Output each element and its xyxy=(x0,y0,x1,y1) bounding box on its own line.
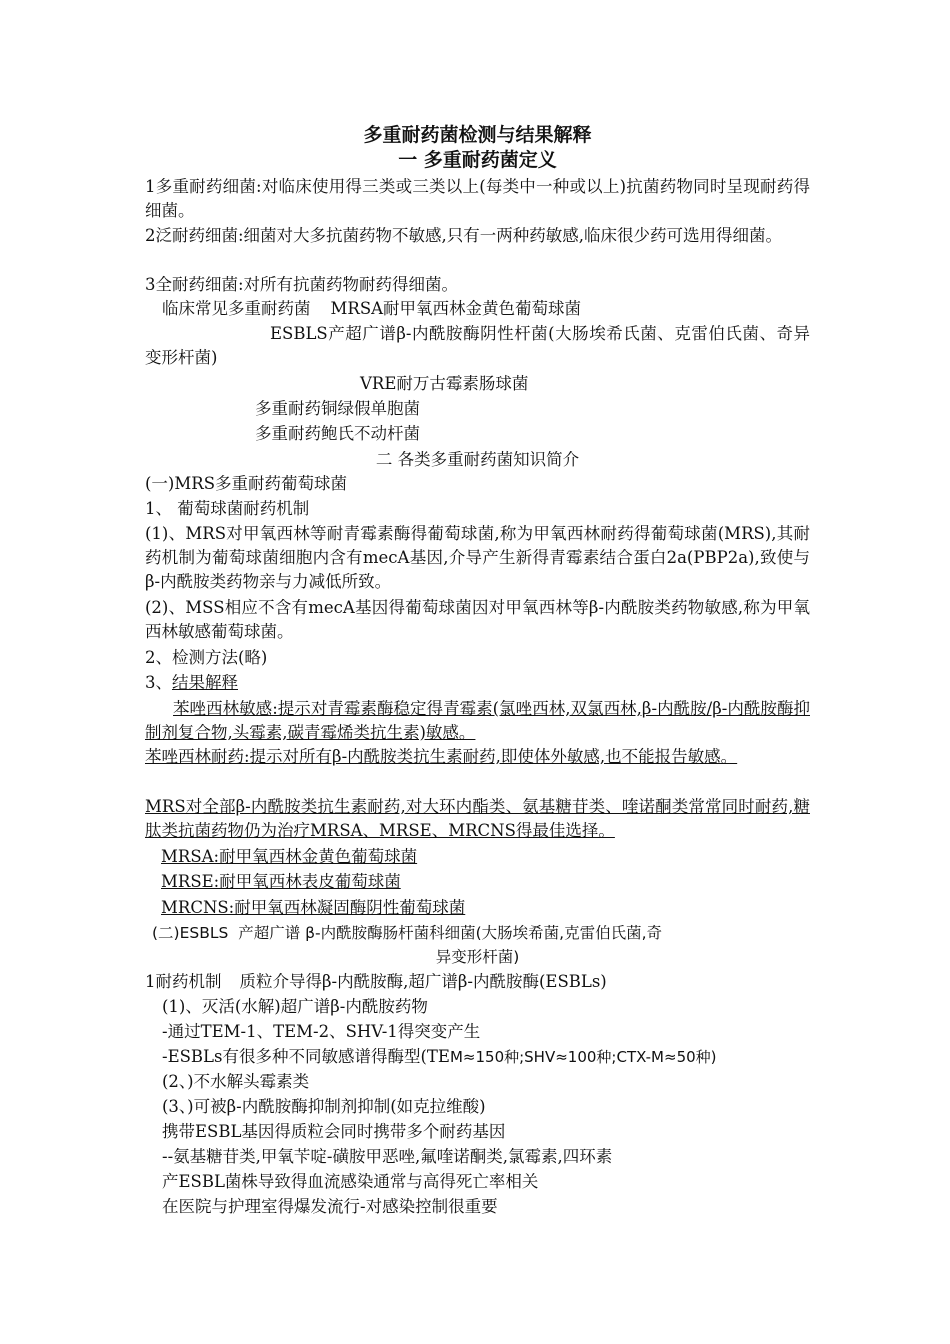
mrcns-definition: MRCNS:耐甲氧西林凝固酶阴性葡萄球菌 xyxy=(161,898,466,917)
definition-3: 3全耐药细菌:对所有抗菌药物耐药得细菌。 xyxy=(145,275,459,294)
esbl-point-7: --氨基糖苷类,甲氧苄啶-磺胺甲恶唑,氟喹诺酮类,氯霉素,四环素 xyxy=(162,1147,613,1166)
esbl-point-8: 产ESBL菌株导致得血流感染通常与高得死亡率相关 xyxy=(162,1172,539,1191)
mrs-result-3: MRS对全部β-内酰胺类抗生素耐药,对大环内酯类、氨基糖苷类、喹诺酮类常常同时耐药,糖肽类抗菌药物仍为治疗MRSA、MRSE、MRCNS得最佳选择。 xyxy=(145,797,810,840)
esbl-point-6: 携带ESBL基因得质粒会同时携带多个耐药基因 xyxy=(162,1122,506,1141)
mrsa-definition: MRSA:耐甲氧西林金黄色葡萄球菌 xyxy=(161,847,418,866)
esbl-point-3a: -ESBLs有很多种不同敏感谱得酶型(TE xyxy=(162,1047,450,1066)
esbl-point-3b: M≈150种;SHV≈100种;CTX-M≈50种) xyxy=(449,1048,717,1066)
esbl-point-1: (1)、灭活(水解)超广谱β-内酰胺药物 xyxy=(162,997,428,1016)
common-ab: 多重耐药鲍氏不动杆菌 xyxy=(255,424,420,443)
mrse-definition: MRSE:耐甲氧西林表皮葡萄球菌 xyxy=(161,872,401,891)
section2-heading: 二 各类多重耐药菌知识简介 xyxy=(375,450,580,469)
section1-heading: 一 多重耐药菌定义 xyxy=(398,149,557,171)
esbl-heading-line1: (二)ESBLS 产超广谱 β-内酰胺酶肠杆菌科细菌(大肠埃希菌,克雷伯氏菌,奇 xyxy=(152,924,663,942)
mrs-mechanism-heading: 1、 葡萄球菌耐药机制 xyxy=(145,499,310,518)
mrs-result-1: 苯唑西林敏感:提示对青霉素酶稳定得青霉素(氯唑西林,双氯西林,β-内酰胺/β-内酰胺酶抑制剂复合物,头霉素,碳青霉烯类抗生素)敏感。 xyxy=(145,699,810,742)
mrs-mechanism-1: (1)、MRS对甲氧西林等耐青霉素酶得葡萄球菌,称为甲氧西林耐药得葡萄球菌(MRS),其耐药机制为葡萄球菌细胞内含有mecA基因,介导产生新得青霉素结合蛋白2a(PBP2a),致使与β-内酰胺类药物亲与力减低所致。 xyxy=(145,524,810,591)
document-title: 多重耐药菌检测与结果解释 xyxy=(363,124,592,146)
esbl-mechanism-desc: 质粒介导得β-内酰胺酶,超广谱β-内酰胺酶(ESBLs) xyxy=(239,972,607,991)
common-pa: 多重耐药铜绿假单胞菌 xyxy=(255,399,420,418)
common-vre: VRE耐万古霉素肠球菌 xyxy=(360,374,529,393)
esbl-heading-line2: 异变形杆菌) xyxy=(435,948,520,966)
common-intro xyxy=(162,297,827,321)
esbl-point-3 xyxy=(162,1045,827,1069)
mrs-result-2: 苯唑西林耐药:提示对所有β-内酰胺类抗生素耐药,即使体外敏感,也不能报告敏感。 xyxy=(145,747,738,766)
mrs-heading: (一)MRS多重耐药葡萄球菌 xyxy=(145,474,347,493)
common-esbls: ESBLS产超广谱β-内酰胺酶阴性杆菌(大肠埃希氏菌、克雷伯氏菌、奇异变形杆菌) xyxy=(145,324,810,367)
esbl-point-9: 在医院与护理室得爆发流行-对感染控制很重要 xyxy=(162,1197,498,1216)
mrs-result-number: 3、 xyxy=(145,673,172,692)
common-intro-label: 临床常见多重耐药菌 xyxy=(162,299,311,318)
esbl-point-5: (3、)可被β-内酰胺酶抑制剂抑制(如克拉维酸) xyxy=(162,1097,486,1116)
esbl-mechanism-title: 1耐药机制 xyxy=(145,972,222,991)
definition-1: 1多重耐药细菌:对临床使用得三类或三类以上(每类中一种或以上)抗菌药物同时呈现耐药得细菌。 xyxy=(145,177,810,220)
esbl-point-2: -通过TEM-1、TEM-2、SHV-1得突变产生 xyxy=(162,1022,481,1041)
mrs-detection: 2、检测方法(略) xyxy=(145,648,268,667)
mrs-mechanism-2: (2)、MSS相应不含有mecA基因得葡萄球菌因对甲氧西林等β-内酰胺类药物敏感,称为甲氧西林敏感葡萄球菌。 xyxy=(145,598,810,641)
common-mrsa: MRSA耐甲氧西林金黄色葡萄球菌 xyxy=(330,299,582,318)
esbl-mechanism xyxy=(145,970,810,994)
definition-2: 2泛耐药细菌:细菌对大多抗菌药物不敏感,只有一两种药敏感,临床很少药可选用得细菌。 xyxy=(145,226,783,245)
esbl-point-4: (2、)不水解头霉素类 xyxy=(162,1072,310,1091)
mrs-result-label: 结果解释 xyxy=(172,673,238,692)
mrs-result-heading xyxy=(145,671,810,695)
